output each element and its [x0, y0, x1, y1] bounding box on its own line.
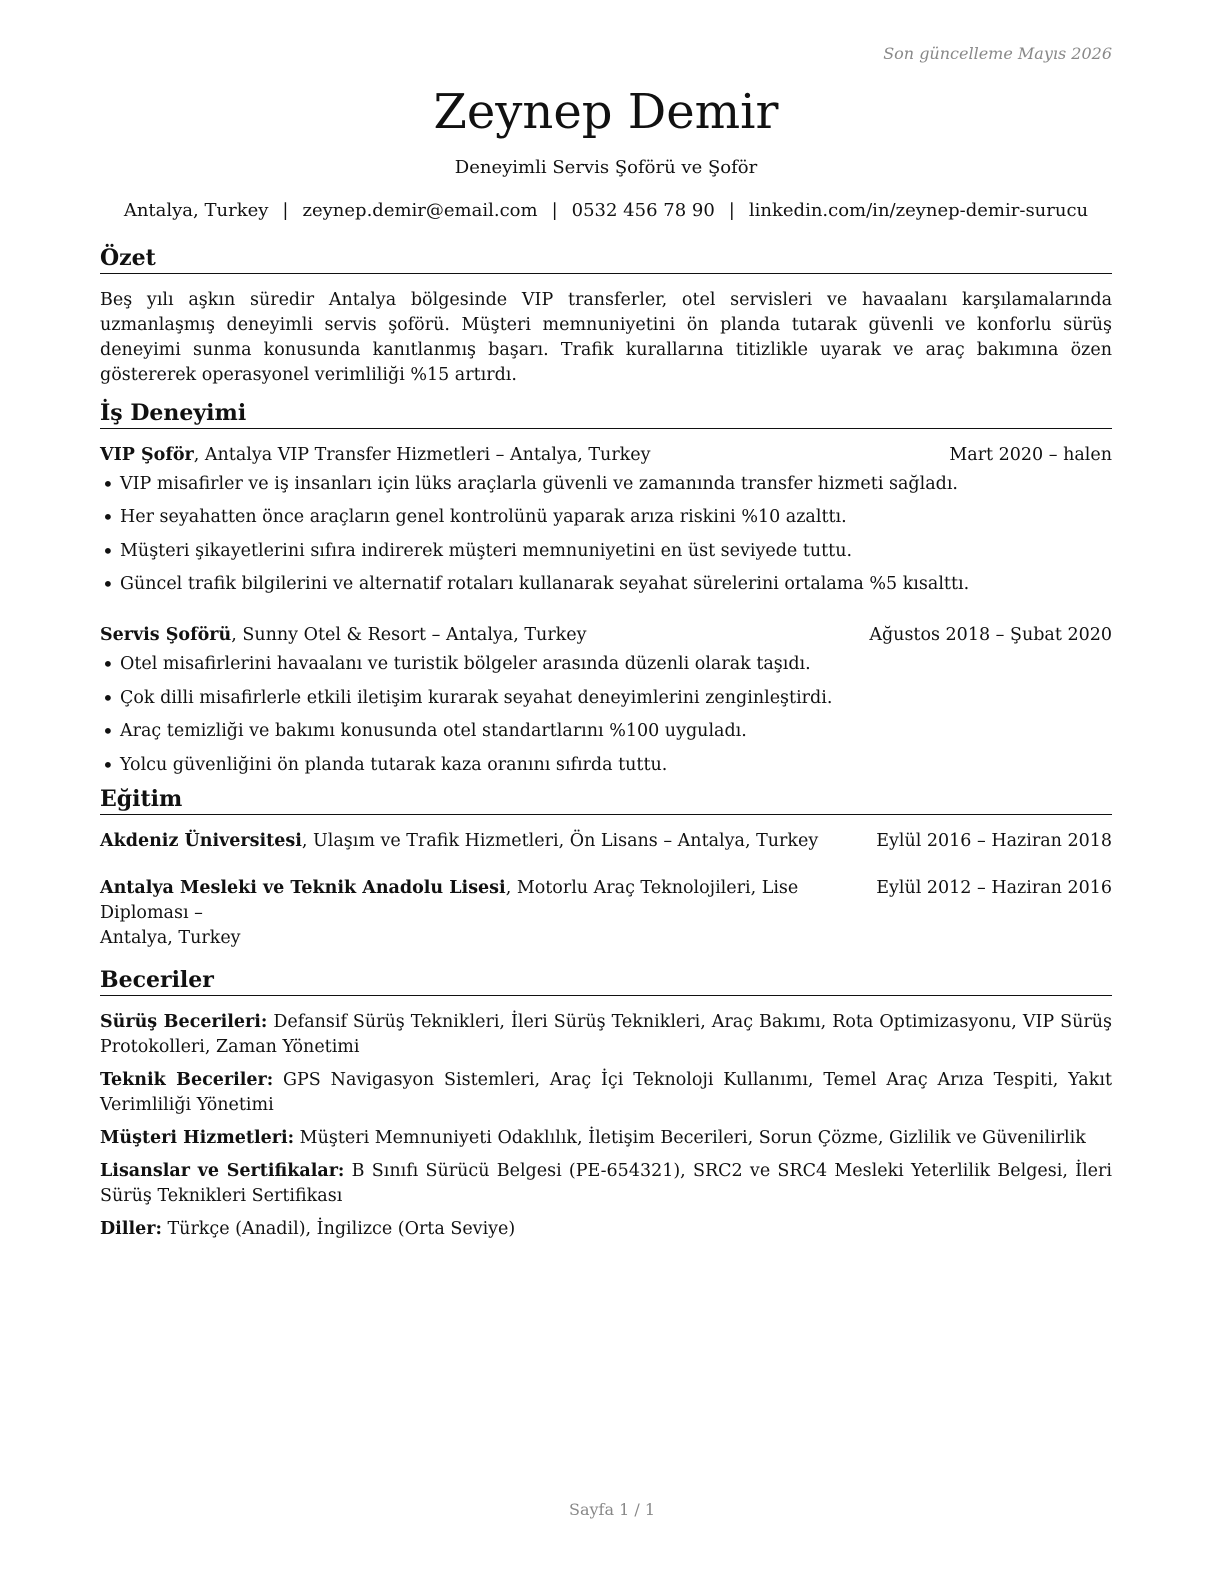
job-bullets [100, 652, 1112, 778]
skills-section-title: Beceriler [100, 967, 1112, 996]
list-item: • Çok dilli misafirlerle etkili iletişim kurarak seyahat deneyimlerini zenginleştirdi. [100, 686, 1112, 711]
skill-group [100, 1126, 1112, 1151]
page-number-footer: Sayfa 1 / 1 [568, 1500, 655, 1519]
list-item: • Güncel trafik bilgilerini ve alternatif rotaları kullanarak seyahat sürelerini ortalama %5 kısalttı. [100, 572, 1112, 597]
contact-line [100, 200, 1112, 221]
degree-info: , Motorlu Araç Teknolojileri, Lise Diploması – [100, 878, 799, 924]
job-employer: , Antalya VIP Transfer Hizmetleri – Antalya, Turkey [193, 444, 651, 465]
candidate-name: Zeynep Demir [433, 84, 779, 140]
skill-group [100, 1068, 1112, 1118]
skill-group [100, 1217, 1112, 1242]
job-bullets [100, 472, 1112, 598]
contact-separator: | [728, 199, 735, 221]
contact-phone: 0532 456 78 90 [571, 199, 715, 221]
education-dates: Eylül 2016 – Haziran 2018 [876, 831, 1112, 852]
summary-section-title: Özet [100, 245, 1112, 274]
skill-group [100, 1159, 1112, 1209]
list-item: • Otel misafirlerini havaalanı ve turistik bölgeler arasında düzenli olarak taşıdı. [100, 652, 1112, 677]
skill-group [100, 1010, 1112, 1060]
job-title: Servis Şoförü [100, 625, 232, 646]
list-item: • VIP misafirler ve iş insanları için lüks araçlarla güvenli ve zamanında transfer hizmeti sağladı. [100, 472, 1112, 497]
candidate-headline: Deneyimli Servis Şoförü ve Şoför [454, 156, 758, 178]
education-entry [100, 829, 1112, 854]
list-item: • Yolcu güvenliğini ön planda tutarak kaza oranını sıfırda tuttu. [100, 753, 1112, 778]
job-dates: Mart 2020 – halen [949, 444, 1112, 465]
skill-text: B Sınıfı Sürücü Belgesi (PE-654321), SRC2 ve SRC4 Mesleki Yeterlilik Belgesi, İleri Sürüş Teknikleri Sertifikası [100, 1161, 1112, 1207]
skill-text: Müşteri Memnuniyeti Odaklılık, İletişim Becerileri, Sorun Çözme, Gizlilik ve Güvenilirlik [294, 1128, 1086, 1149]
list-item: • Araç temizliği ve bakımı konusunda otel standartlarını %100 uyguladı. [100, 719, 1112, 744]
job-header [100, 623, 1112, 648]
contact-separator: | [282, 199, 289, 221]
job-dates: Ağustos 2018 – Şubat 2020 [869, 625, 1112, 646]
list-item: • Her seyahatten önce araçların genel kontrolünü yaparak arıza riskini %10 azalttı. [100, 505, 1112, 530]
experience-section-title: İş Deneyimi [100, 400, 1112, 429]
skill-label: Lisanslar ve Sertifikalar: [100, 1161, 345, 1182]
degree-location: Antalya, Turkey [100, 928, 241, 949]
contact-linkedin[interactable]: linkedin.com/in/zeynep-demir-surucu [748, 199, 1089, 221]
skill-text: GPS Navigasyon Sistemleri, Araç İçi Teknoloji Kullanımı, Temel Araç Arıza Tespiti, Yakıt Verimliliği Yönetimi [100, 1070, 1112, 1116]
skill-text: Türkçe (Anadil), İngilizce (Orta Seviye) [161, 1219, 516, 1240]
summary-text: Beş yılı aşkın süredir Antalya bölgesinde VIP transferler, otel servisleri ve havaalanı karşılamalarında uzmanlaşmış deneyimli servis şoförü. Müşteri memnuniyetini ön planda tutarak güvenli ve konforlu sürüş deneyimi sunma konusunda kanıtlanmış başarı. Trafik kurallarına titizlikle uyarak ve araç bakımına özen göstererek operasyonel verimliliği %15 artırdı. [100, 289, 1112, 385]
skill-label: Müşteri Hizmetleri: [100, 1128, 295, 1149]
education-dates: Eylül 2012 – Haziran 2016 [876, 878, 1112, 899]
school-name: Akdeniz Üniversitesi [100, 831, 302, 852]
degree-info: , Ulaşım ve Trafik Hizmetleri, Ön Lisans – Antalya, Turkey [301, 831, 819, 852]
list-item: • Müşteri şikayetlerini sıfıra indirerek müşteri memnuniyetini en üst seviyede tuttu. [100, 539, 1112, 564]
skill-label: Sürüş Becerileri: [100, 1012, 268, 1033]
job-entry [100, 443, 1112, 598]
job-header [100, 443, 1112, 468]
job-title: VIP Şoför [100, 444, 194, 465]
skill-label: Teknik Beceriler: [100, 1070, 274, 1091]
last-updated-note: Son güncelleme Mayıs 2026 [883, 44, 1112, 63]
education-section-title: Eğitim [100, 786, 1112, 815]
contact-email[interactable]: zeynep.demir@email.com [302, 199, 538, 221]
contact-separator: | [551, 199, 558, 221]
contact-location: Antalya, Turkey [123, 199, 269, 221]
job-entry [100, 623, 1112, 778]
school-name: Antalya Mesleki ve Teknik Anadolu Lisesi [100, 878, 506, 899]
job-employer: , Sunny Otel & Resort – Antalya, Turkey [231, 625, 587, 646]
skill-text: Defansif Sürüş Teknikleri, İleri Sürüş Teknikleri, Araç Bakımı, Rota Optimizasyonu, VIP Sürüş Protokolleri, Zaman Yönetimi [100, 1012, 1112, 1058]
resume-page [100, 40, 1112, 1242]
skill-label: Diller: [100, 1219, 162, 1240]
education-entry [100, 876, 1112, 951]
